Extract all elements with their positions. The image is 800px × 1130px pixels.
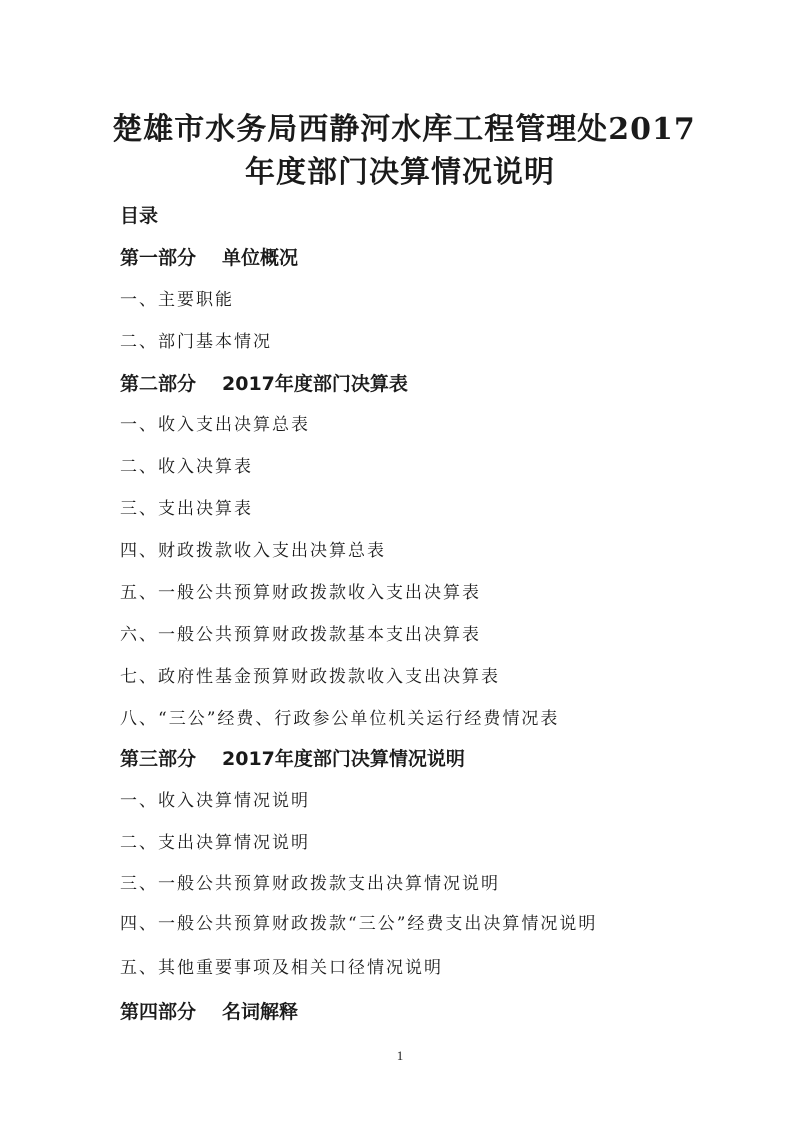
toc-part-3-heading [120,745,465,773]
toc-item: 一、主要职能 [120,290,234,310]
page-number: 1 [396,1048,404,1063]
toc-part-title: 2017年度部门决算表 [222,373,408,395]
toc-item: 四、财政拨款收入支出决算总表 [120,541,386,561]
document-title-line-2: 年度部门决算情况说明 [245,155,555,190]
toc-item: 一、收入支出决算总表 [120,415,310,435]
toc-label: 目录 [120,205,159,227]
toc-part-label: 第二部分 [120,373,197,395]
toc-item: 六、一般公共预算财政拨款基本支出决算表 [120,625,481,645]
toc-item: 八、“三公”经费、行政参公单位机关运行经费情况表 [120,709,560,729]
toc-part-title: 名词解释 [222,1001,299,1023]
toc-part-label: 第四部分 [120,1001,197,1023]
toc-item: 二、支出决算情况说明 [120,833,310,853]
toc-part-title: 2017年度部门决算情况说明 [222,748,465,770]
toc-item: 五、一般公共预算财政拨款收入支出决算表 [120,583,481,603]
toc-item: 三、一般公共预算财政拨款支出决算情况说明 [120,874,500,894]
toc-item: 四、一般公共预算财政拨款“三公”经费支出决算情况说明 [120,914,598,934]
toc-part-label: 第一部分 [120,247,197,269]
toc-item: 二、收入决算表 [120,457,253,477]
toc-item: 七、政府性基金预算财政拨款收入支出决算表 [120,667,500,687]
toc-part-title: 单位概况 [222,247,299,269]
toc-part-1-heading [120,244,298,272]
toc-item: 二、部门基本情况 [120,332,272,352]
toc-item: 三、支出决算表 [120,499,253,519]
toc-item: 一、收入决算情况说明 [120,791,310,811]
toc-part-2-heading [120,370,408,398]
toc-part-label: 第三部分 [120,748,197,770]
document-title-line-1: 楚雄市水务局西静河水库工程管理处2017 [112,112,696,147]
toc-item: 五、其他重要事项及相关口径情况说明 [120,958,443,978]
toc-part-4-heading [120,998,298,1026]
